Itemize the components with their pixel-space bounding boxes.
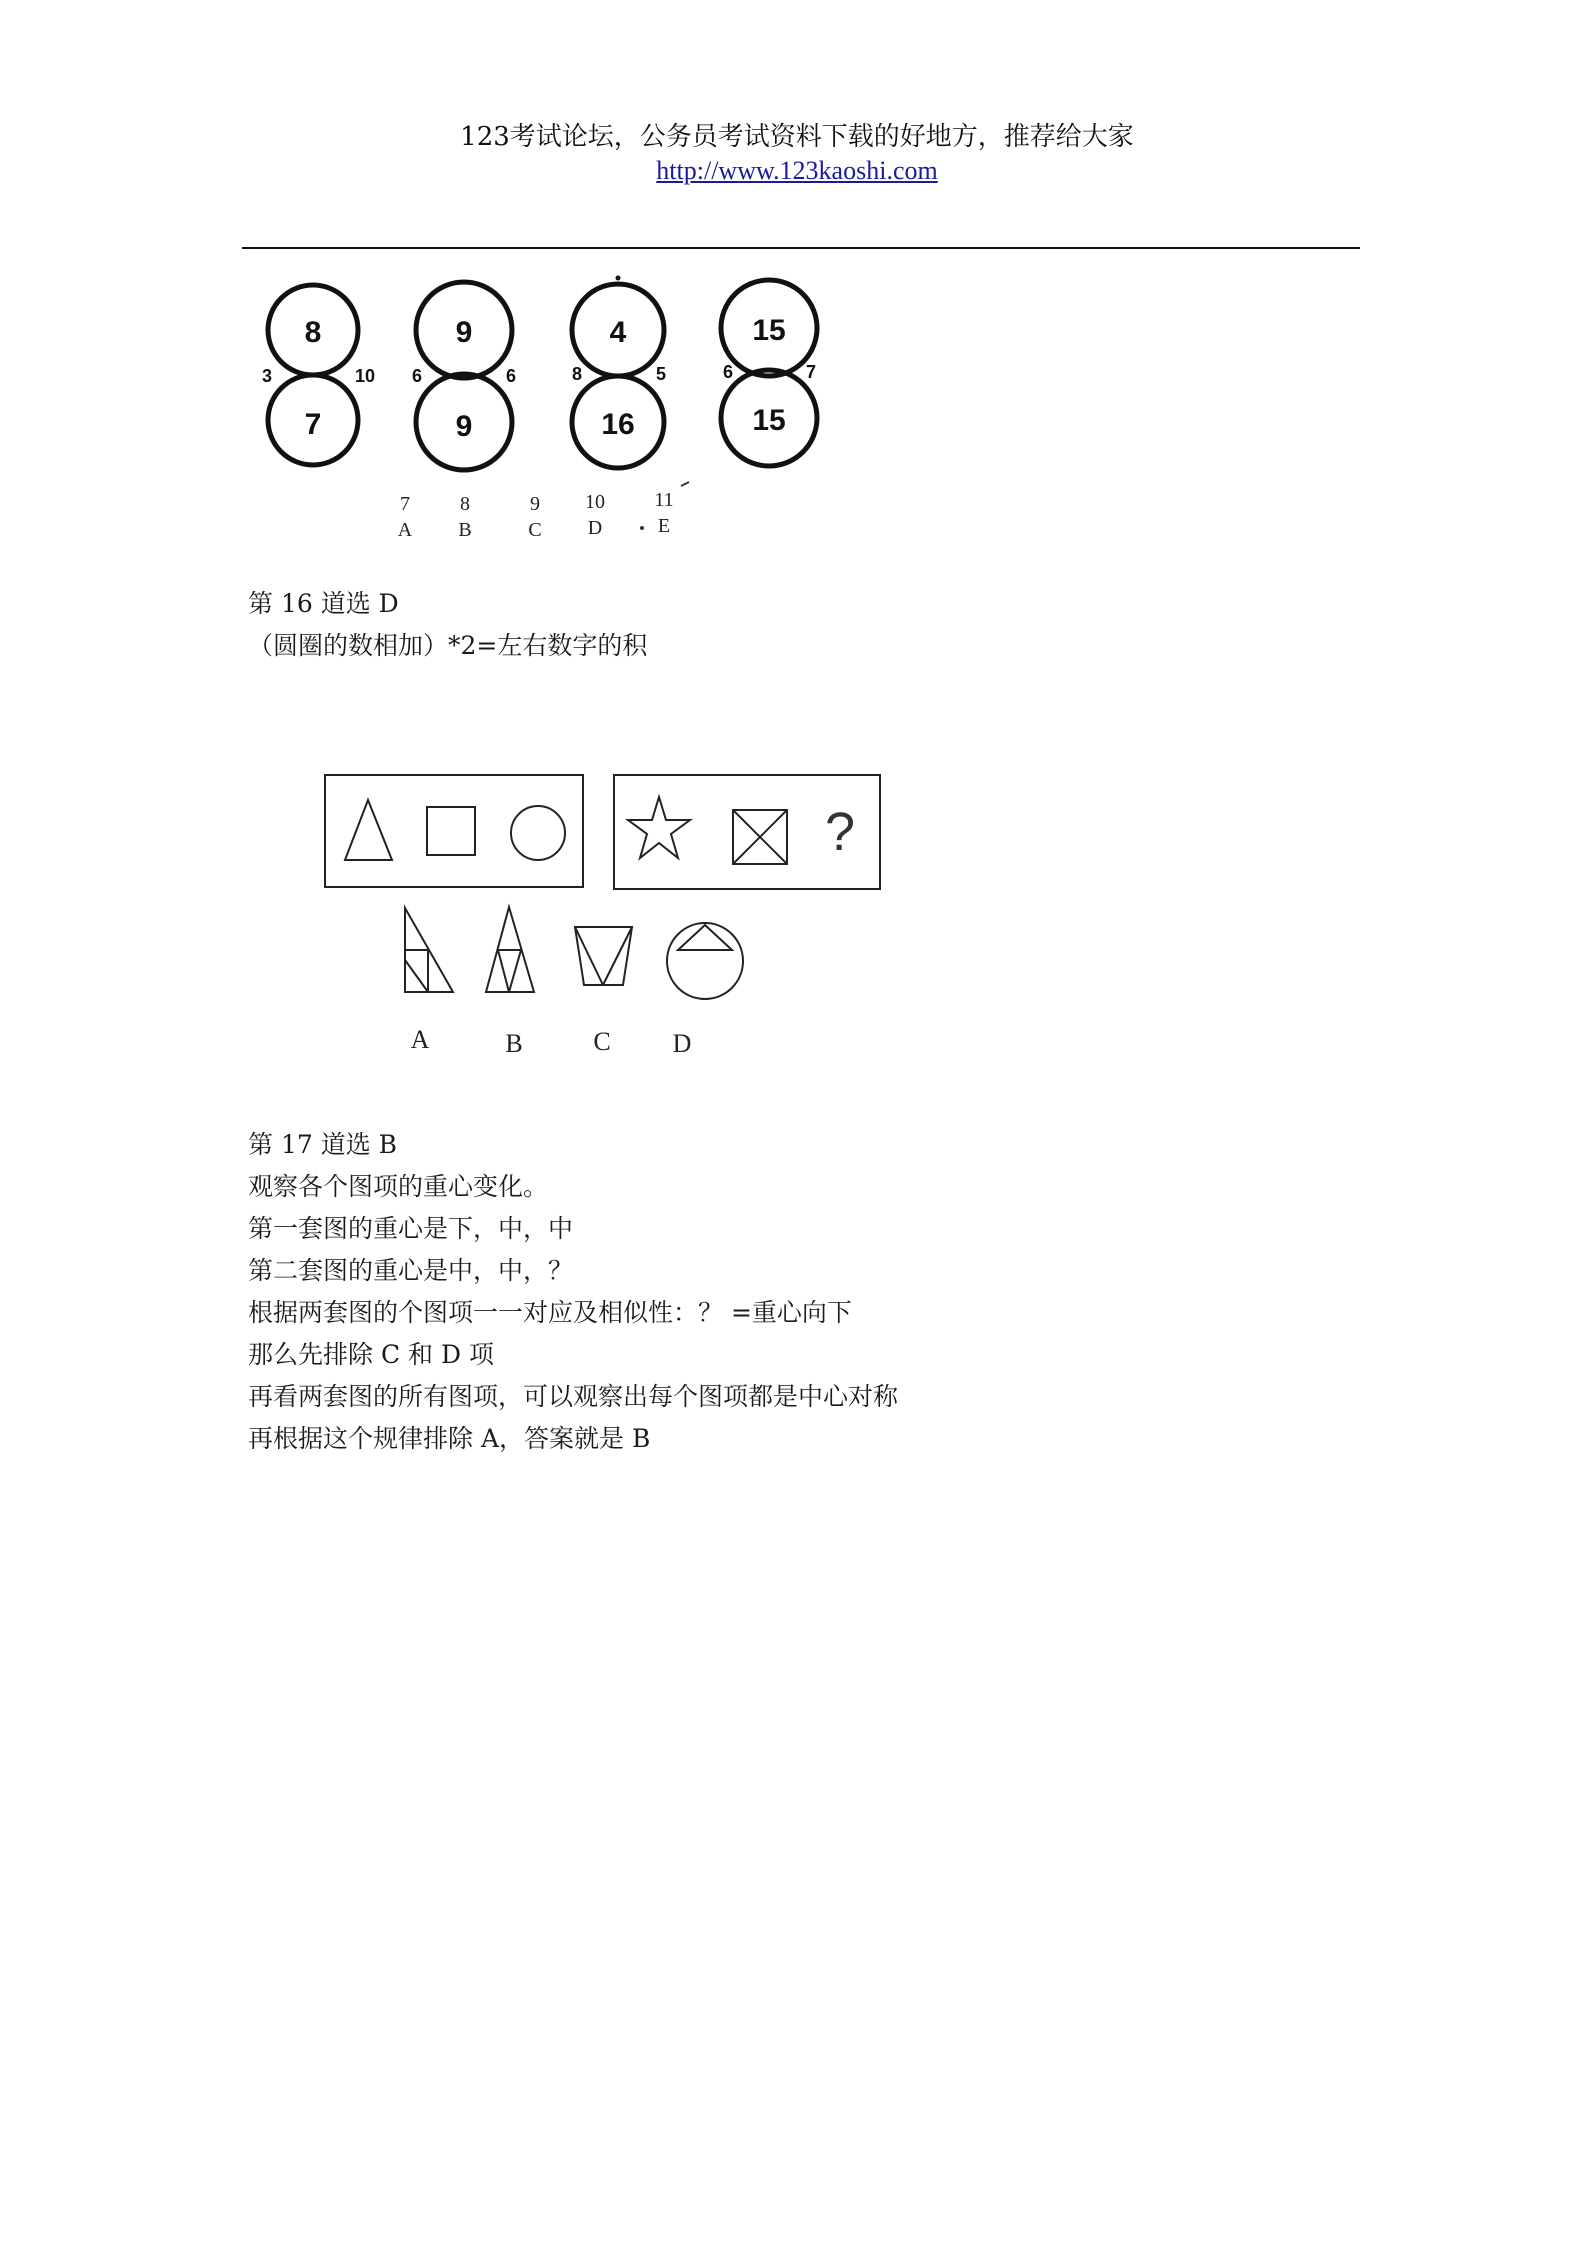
q17-option-a-letter: A <box>410 1025 430 1054</box>
q17-line-1: 观察各个图项的重心变化。 <box>248 1172 549 1201</box>
q17-line-5: 那么先排除 C 和 D 项 <box>248 1340 494 1369</box>
q17-line-4: 根据两套图的个图项一一对应及相似性：？ =重心向下 <box>248 1298 852 1327</box>
q16-text <box>248 583 647 667</box>
q17-square <box>427 807 475 855</box>
q16-answer: 第 16 道选 D <box>248 589 399 618</box>
q16-fig1-top: 8 <box>304 316 322 349</box>
q16-fig2-top: 9 <box>455 316 473 349</box>
q16-option-b-letter: B <box>458 519 472 541</box>
q17-line-7: 再根据这个规律排除 A，答案就是 B <box>248 1424 651 1453</box>
q16-option-b-value: 8 <box>460 493 470 515</box>
q16-fig1-bottom: 7 <box>304 408 322 441</box>
q16-fig3-bottom: 16 <box>601 408 635 441</box>
q16-fig3-right: 5 <box>655 364 667 384</box>
q16-option-c-letter: C <box>528 519 542 541</box>
q17-option-d-shape <box>667 923 743 999</box>
q16-fig4-bottom: 15 <box>752 404 786 437</box>
q17-answer: 第 17 道选 B <box>248 1130 398 1159</box>
q16-option-e-letter: E <box>657 515 671 537</box>
q17-triangle <box>345 800 392 860</box>
q16-fig3-left: 8 <box>571 364 583 384</box>
q16-fig3-top: 4 <box>609 316 627 349</box>
q16-option-c-value: 9 <box>530 493 540 515</box>
q17-figure <box>320 770 900 1070</box>
q16-fig4-right: 7 <box>805 362 817 382</box>
q16-fig4-top: 15 <box>752 314 786 347</box>
q16-fig1-left: 3 <box>261 366 273 386</box>
q16-option-d-letter: D <box>587 517 603 539</box>
q17-option-c-shape <box>575 927 632 985</box>
header-title: 123考试论坛，公务员考试资料下载的好地方，推荐给大家 <box>460 122 1134 152</box>
q17-option-d-letter: D <box>672 1029 692 1058</box>
q16-option-a-letter: A <box>397 519 413 541</box>
q17-question-mark: ? <box>824 802 856 862</box>
q16-figure <box>255 270 855 560</box>
header-divider <box>242 247 1360 249</box>
q17-line-2: 第一套图的重心是下，中，中 <box>248 1214 574 1243</box>
q16-option-d-value: 10 <box>585 491 605 513</box>
q17-text <box>248 1124 898 1460</box>
q17-circle <box>511 806 565 860</box>
page-header <box>0 120 1594 188</box>
q16-option-a-value: 7 <box>400 493 410 515</box>
q17-line-6: 再看两套图的所有图项，可以观察出每个图项都是中心对称 <box>248 1382 899 1411</box>
q17-option-b-letter: B <box>505 1029 523 1058</box>
q16-fig1-right: 10 <box>354 366 376 386</box>
q16-option-e-value: 11 <box>654 489 674 511</box>
q17-set1-box <box>325 775 583 887</box>
header-link[interactable]: http://www.123kaoshi.com <box>656 156 938 185</box>
q16-explanation: （圆圈的数相加）*2=左右数字的积 <box>248 631 648 660</box>
q16-fig2-right: 6 <box>505 366 517 386</box>
q17-star <box>628 797 690 858</box>
q17-line-3: 第二套图的重心是中，中，？ <box>248 1256 574 1285</box>
q16-fig2-left: 6 <box>411 366 423 386</box>
q17-option-c-letter: C <box>593 1027 611 1056</box>
q17-figure-svg <box>320 770 900 1070</box>
q16-figure-svg <box>255 270 855 560</box>
q16-fig4-left: 6 <box>722 362 734 382</box>
q16-fig2-bottom: 9 <box>455 410 473 443</box>
